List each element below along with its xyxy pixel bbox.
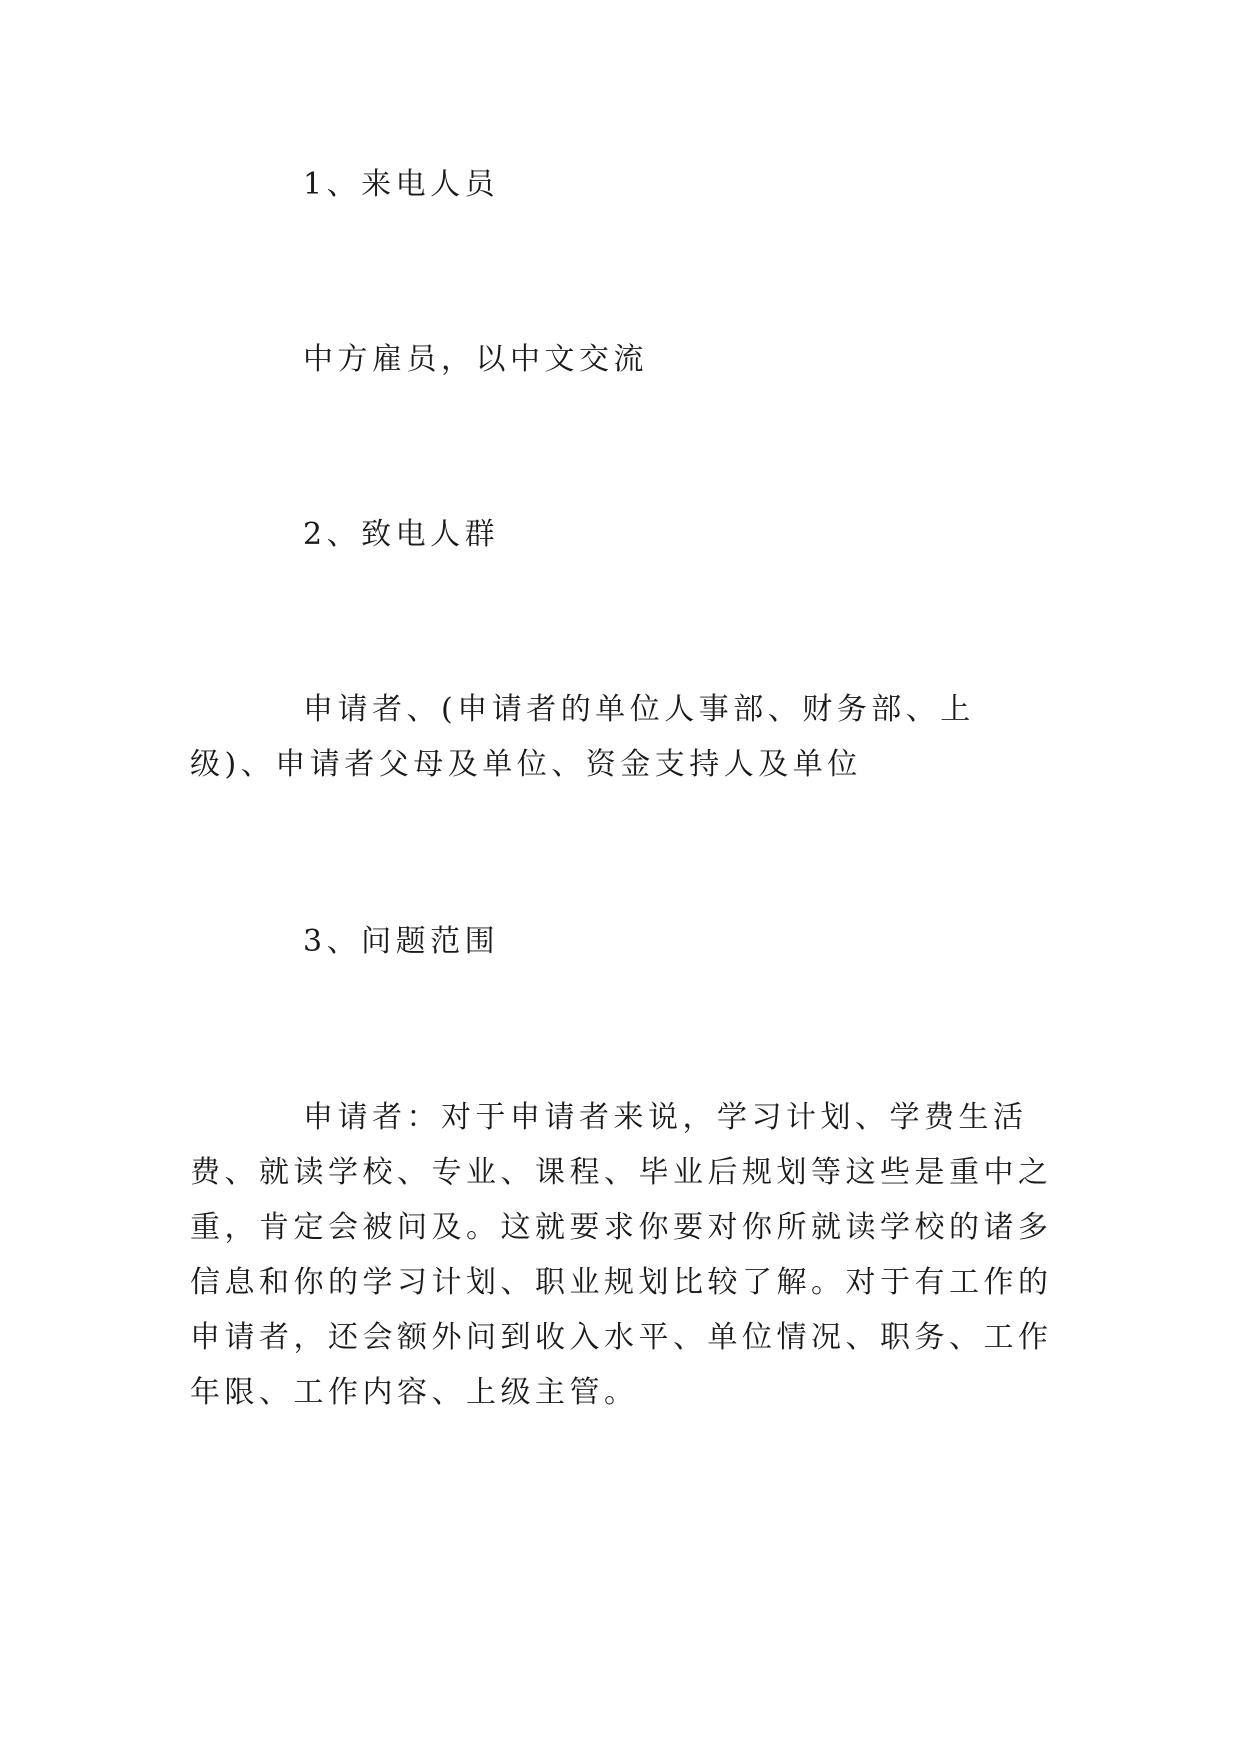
section-heading-call-targets: 2、致电人群 [303, 517, 500, 552]
paragraph-call-targets: 申请者、(申请者的单位人事部、财务部、上级)、申请者父母及单位、资金支持人及单位 [190, 692, 975, 782]
paragraph-caller-description: 中方雇员，以中文交流 [303, 342, 648, 377]
section-heading-question-scope: 3、问题范围 [303, 924, 500, 959]
section-heading-caller: 1、来电人员 [303, 167, 500, 202]
paragraph-question-scope: 申请者：对于申请者来说，学习计划、学费生活费、就读学校、专业、课程、毕业后规划等这些是重中之重，肯定会被问及。这就要求你要对你所就读学校的诸多信息和你的学习计划、职业规划比较了解。对于有工作的申请者，还会额外问到收入水平、单位情况、职务、工作年限、工作内容、上级主管。 [190, 1100, 1053, 1410]
